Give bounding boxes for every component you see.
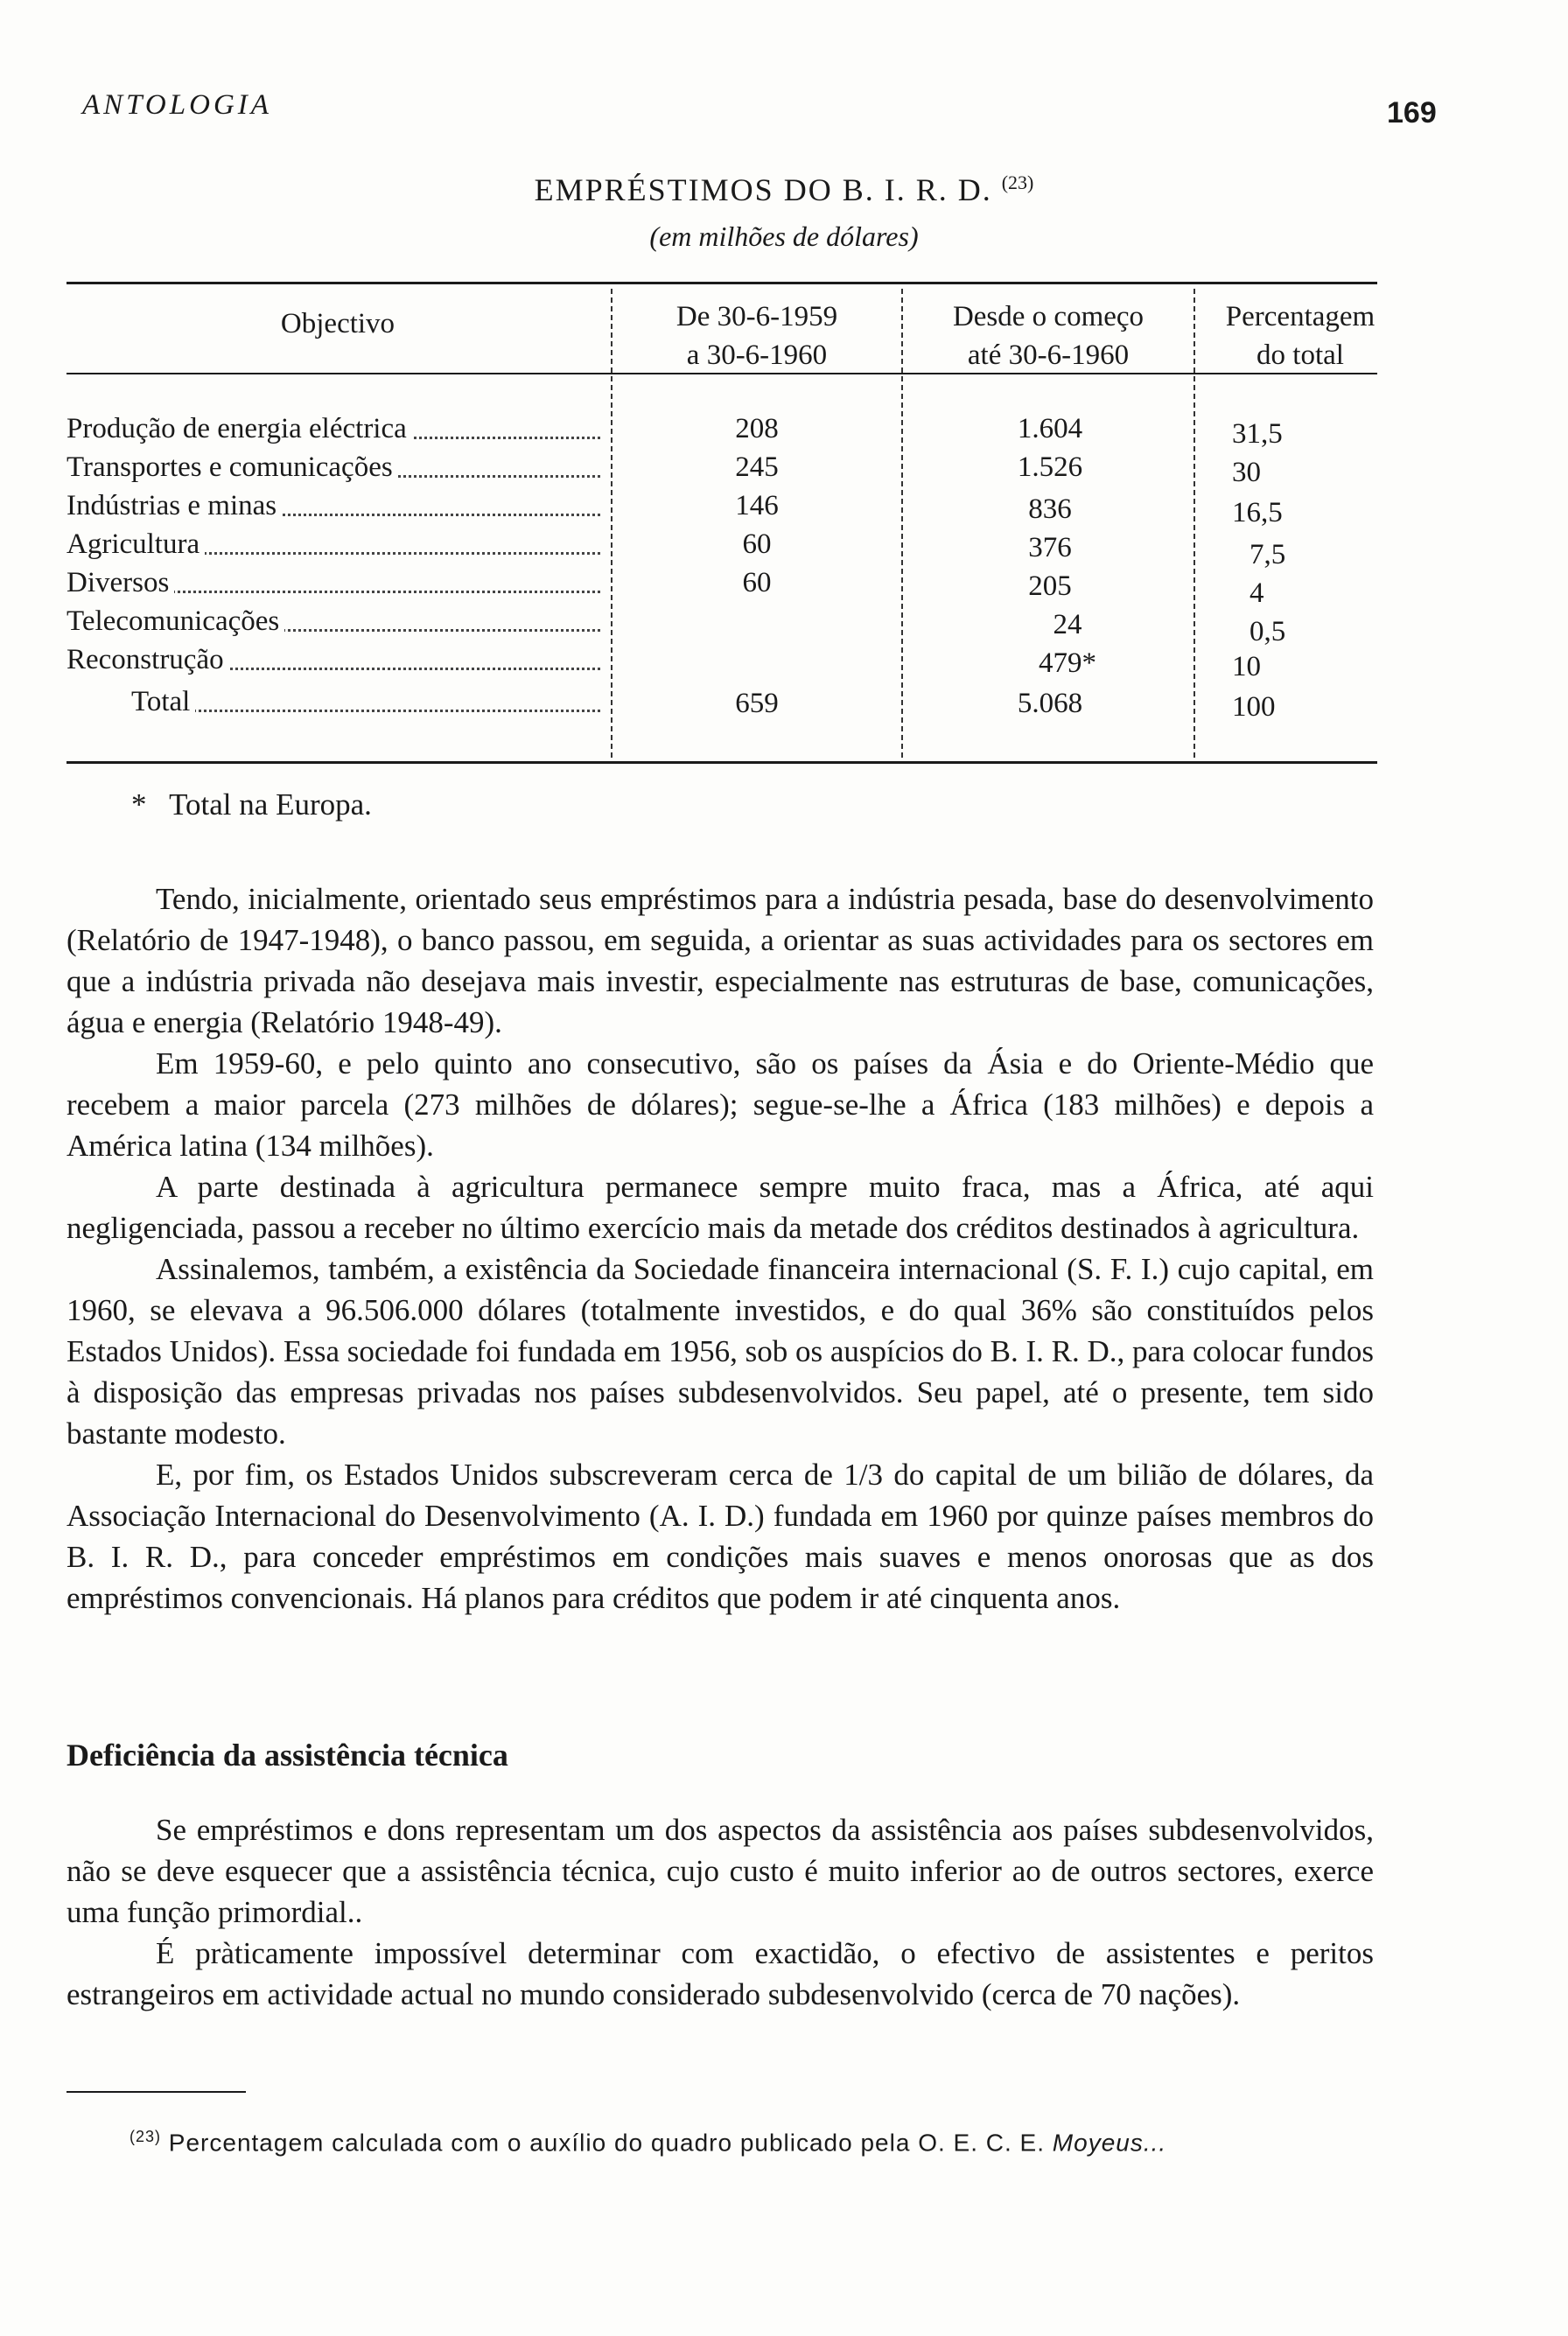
row-value-period: 60 bbox=[742, 528, 772, 560]
footnote-rule bbox=[66, 2091, 246, 2093]
footnote-source: Moyeus... bbox=[1052, 2129, 1167, 2157]
row-value-cumulative: 5.068 bbox=[1017, 688, 1083, 719]
paragraph: A parte destinada à agricultura permanece sempre muito fraca, mas a África, até aqui negligenciada, passou a receber no último exercício mais da metade dos créditos destinados à agricultura. bbox=[66, 1170, 1374, 1245]
col-header-percentage bbox=[1195, 297, 1405, 374]
row-value-percentage: 0,5 bbox=[1250, 616, 1286, 647]
table-bottom-rule bbox=[66, 761, 1377, 764]
paragraph: Tendo, inicialmente, orientado seus empréstimos para a indústria pesada, base do desenvolvimento (Relatório de 1947-1948), o banco passou, em seguida, a orientar as suas actividades para os sectores em que a indústria privada não desejava mais investir, especialmente nas estruturas de base, comunicações, água e energia (Relatório 1948-49). bbox=[66, 882, 1374, 1039]
row-value-percentage: 10 bbox=[1232, 651, 1261, 682]
col-header-percentage-line1: Percentagem bbox=[1225, 301, 1376, 332]
row-value-period bbox=[612, 602, 901, 640]
row-label: Diversos bbox=[66, 563, 600, 602]
section-heading: Deficiência da assistência técnica bbox=[66, 1738, 508, 1773]
paragraph: É pràticamente impossível determinar com exactidão, o efectivo de assistentes e peritos estrangeiros em actividade actual no mundo considerado subdesenvolvido (cerca de 70 nações). bbox=[66, 1936, 1374, 2011]
paragraph: Em 1959-60, e pelo quinto ano consecutivo, são os países da Ásia e do Oriente-Médio que recebem a maior parcela (273 milhões de dólares); segue-se-lhe a África (183 milhões) e depois a América latina (134 milhões). bbox=[66, 1046, 1374, 1163]
col-header-period bbox=[612, 297, 901, 374]
col-header-cumulative-line2: até 30-6-1960 bbox=[967, 339, 1130, 371]
footnote bbox=[130, 2128, 1166, 2157]
row-value-period: 659 bbox=[735, 688, 779, 719]
row-value-percentage: 16,5 bbox=[1232, 497, 1283, 528]
row-value-cumulative: 205 bbox=[1028, 570, 1072, 602]
table-title-note: (23) bbox=[1001, 171, 1034, 193]
row-value-cumulative: 1.604 bbox=[1017, 413, 1083, 444]
row-value-percentage: 31,5 bbox=[1232, 418, 1283, 450]
col-header-percentage-line2: do total bbox=[1256, 339, 1344, 371]
table-title-text: EMPRÉSTIMOS DO B. I. R. D. bbox=[534, 172, 992, 207]
row-label: Agricultura bbox=[66, 525, 600, 563]
col-header-objectivo: Objectivo bbox=[280, 308, 396, 339]
paragraph: Se empréstimos e dons representam um dos aspectos da assistência aos países subdesenvolvidos, não se deve esquecer que a assistência técnica, cujo custo é muito inferior ao de outros sectores, exerce uma função primordial.. bbox=[66, 1813, 1374, 1929]
paragraph: Assinalemos, também, a existência da Sociedade financeira internacional (S. F. I.) cujo capital, em 1960, se elevava a 96.506.000 dólares (totalmente investidos, e do qual 36% são constituídos pelos Estados Unidos). Essa sociedade foi fundada em 1956, sob os auspícios do B. I. R. D., para colocar fundos à disposição das empresas privadas nos países subdesenvolvidos. Seu papel, até o presente, tem sido bastante modesto. bbox=[66, 1252, 1375, 1451]
row-value-period: 60 bbox=[742, 567, 772, 598]
col-header-period-line2: a 30-6-1960 bbox=[686, 339, 828, 371]
table-subtitle: (em milhões de dólares) bbox=[649, 220, 919, 252]
row-label: Indústrias e minas bbox=[66, 486, 600, 525]
running-title: ANTOLOGIA bbox=[82, 89, 272, 121]
row-value-period: 146 bbox=[735, 490, 779, 521]
row-value-percentage: 30 bbox=[1232, 457, 1261, 488]
col-header-cumulative-line1: Desde o começo bbox=[952, 301, 1144, 332]
row-value-percentage: 100 bbox=[1232, 691, 1276, 723]
col-header-period-line1: De 30-6-1959 bbox=[676, 301, 838, 332]
col-header-cumulative bbox=[903, 297, 1194, 374]
body-text bbox=[66, 878, 1374, 1619]
footnote-text: Percentagem calculada com o auxílio do quadro publicado pela O. E. C. E. bbox=[168, 2129, 1046, 2157]
row-label: Produção de energia eléctrica bbox=[66, 409, 600, 448]
table-footnote: * Total na Europa. bbox=[131, 787, 372, 822]
row-value-cumulative: 24 bbox=[1053, 609, 1082, 640]
row-value-percentage: 4 bbox=[1250, 577, 1264, 609]
row-value-period: 245 bbox=[735, 451, 779, 483]
row-value-period bbox=[612, 640, 901, 679]
row-label: Telecomunicações bbox=[66, 602, 600, 640]
row-value-cumulative: 479* bbox=[1039, 647, 1096, 679]
row-value-cumulative: 376 bbox=[1028, 532, 1072, 563]
paragraph: E, por fim, os Estados Unidos subscreveram cerca de 1/3 do capital de um bilião de dólares, da Associação Internacional do Desenvolvimento (A. I. D.) fundada em 1960 por quinze países membros do B. I. R. D., para conceder empréstimos em condições mais suaves e menos onorosas que as dos empréstimos convencionais. Há planos para créditos que podem ir até cinquenta anos. bbox=[66, 1458, 1374, 1615]
section-text bbox=[66, 1809, 1374, 2015]
row-value-period: 208 bbox=[735, 413, 779, 444]
table-top-rule bbox=[66, 282, 1377, 284]
row-value-cumulative: 1.526 bbox=[1017, 451, 1083, 483]
row-value-percentage: 7,5 bbox=[1250, 539, 1286, 570]
table-title bbox=[0, 171, 1568, 208]
footnote-marker: (23) bbox=[130, 2128, 162, 2145]
row-value-cumulative: 836 bbox=[1028, 493, 1072, 525]
row-label: Total bbox=[131, 682, 600, 721]
page-number: 169 bbox=[1387, 96, 1437, 129]
row-label: Transportes e comunicações bbox=[66, 448, 600, 486]
row-label: Reconstrução bbox=[66, 640, 600, 679]
